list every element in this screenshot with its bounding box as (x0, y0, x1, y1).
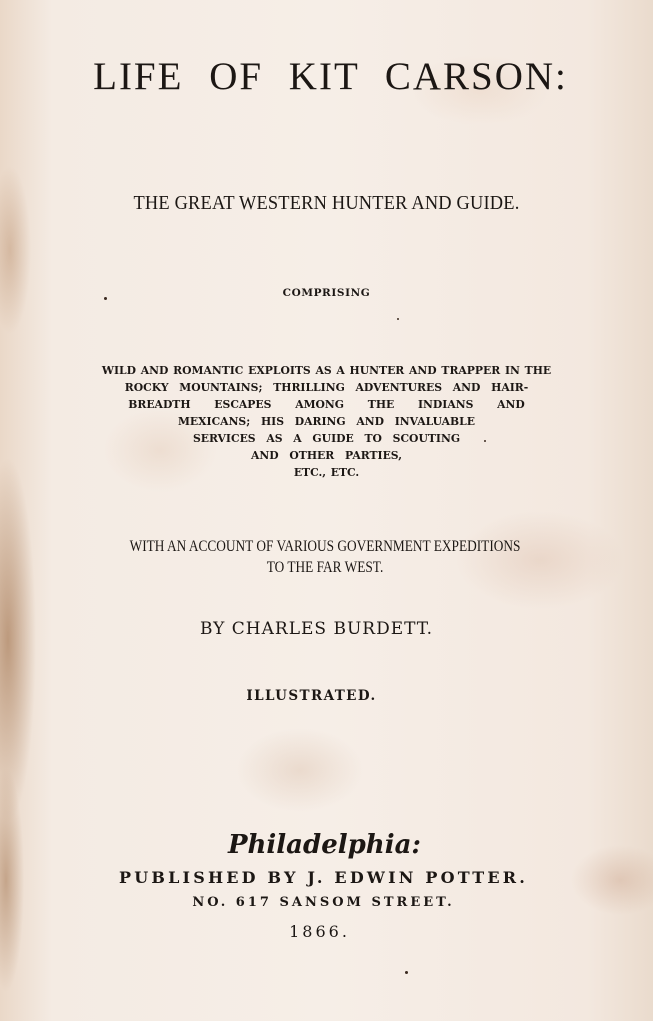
description-line: MEXICANS; HIS DARING AND INVALUABLE (177, 415, 476, 428)
account-line: WITH AN ACCOUNT OF VARIOUS GOVERNMENT EXPEDITIONS (129, 538, 521, 555)
ink-speck (484, 440, 486, 442)
imprint-year: 1866. (289, 922, 350, 941)
ink-speck (405, 971, 408, 974)
comprising-label: COMPRISING (282, 287, 371, 299)
ink-speck (397, 318, 399, 320)
imprint-publisher: PUBLISHED BY J. EDWIN POTTER. (118, 868, 529, 887)
description-line: WILD AND ROMANTIC EXPLOITS AS A HUNTER AND TRAPPER IN THE (101, 364, 552, 377)
book-title: LIFE OF KIT CARSON: (93, 55, 568, 98)
description-line: AND OTHER PARTIES, (251, 449, 402, 462)
description-line: SERVICES AS A GUIDE TO SCOUTING (192, 432, 461, 445)
description-block (0, 362, 653, 481)
ink-speck (104, 297, 107, 300)
illustrated-note: ILLUSTRATED. (246, 688, 377, 704)
book-subtitle: THE GREAT WESTERN HUNTER AND GUIDE. (133, 192, 520, 214)
account-line: TO THE FAR WEST. (266, 559, 384, 576)
imprint-city: Philadelphia: (227, 830, 422, 860)
description-line: BREADTH ESCAPES AMONG THE INDIANS AND (128, 398, 525, 411)
author-line: BY CHARLES BURDETT. (199, 619, 434, 639)
account-block (44, 536, 606, 578)
description-line: ROCKY MOUNTAINS; THRILLING ADVENTURES AND HAIR- (124, 381, 529, 394)
imprint-address: NO. 617 SANSOM STREET. (192, 895, 455, 910)
description-line: ETC., ETC. (293, 466, 360, 479)
